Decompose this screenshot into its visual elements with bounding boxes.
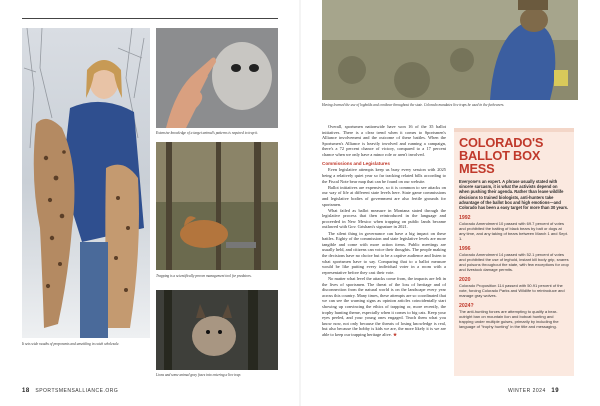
photo-trapper-in-field xyxy=(322,0,578,100)
sidebar-text: The anti-hunting forces are attempting to qualify a bear-outright ban on mountain lion and bobcat hunting and trapping under multiple guises, primarily by including the language of "trophy hunting" in the title and messaging. xyxy=(459,309,559,330)
page-number-right: 19 xyxy=(551,388,560,394)
sidebar-year: 1996 xyxy=(459,246,471,253)
sidebar-year: 2020 xyxy=(459,277,471,284)
caption-lynx: Lions and some animal gray foxes into entering a live trap. xyxy=(156,373,242,377)
caption-hand: Extensive knowledge of a target animal's patterns is required to trap it. xyxy=(156,131,259,135)
article-subheading: Commissions and Legislatures xyxy=(322,160,390,166)
sidebar-year: 2024? xyxy=(459,303,474,310)
footer-left xyxy=(22,388,118,394)
article-paragraph xyxy=(322,276,446,338)
sidebar-ballot-box xyxy=(454,128,574,376)
photo-lynx xyxy=(156,290,278,370)
sidebar-title: COLORADO'S BALLOT BOX MESS xyxy=(459,135,544,176)
sidebar-text: Colorado Amendment 10 passed with 69.7 percent of votes and prohibited the baiting of black bears by bait or dogs at any time, and any taking of bears between March 1 and Sept. 1. xyxy=(459,221,568,242)
article-paragraph: Ballot initiatives are expensive, so it is common to see attacks on our way of life at different state levels here. State game commissions and legislative bodies of government are also fertile grounds for sportsmen. xyxy=(322,184,446,207)
article-paragraph: What failed as ballot measure in Montana stated through the legislative process that then reintroduced in the language and proceeded in New Mexico when trapping on public lands became outlawed with Gov. Grisham's signature in 2021. xyxy=(322,207,446,230)
sidebar-intro: Everyone's an expert. A phrase usually stated with sincere sarcasm, it is what the activists depend on when pushing their agenda. Rather than leave wildlife decisions to trained biologists, anti-hunters take advantage of the ballot box and high emotions—and Colorado has been a easy target for more than 30 years. xyxy=(459,179,569,211)
site-url: SPORTSMENSALLIANCE.ORG xyxy=(35,388,119,394)
photo-fox-in-trap xyxy=(156,142,278,270)
top-rule xyxy=(22,18,278,19)
photo-hunter-with-bobcat xyxy=(22,28,150,338)
sidebar-text: Colorado Amendment 14 passed with 52.1 percent of votes and prohibited the use of leghold, instant kill body grip, snares and poisons throughout the state, with few exceptions for crop and livestock damage permits. xyxy=(459,252,569,273)
article-body xyxy=(322,124,446,386)
sidebar-text: Colorado Proposition 114 passed with 50.91 percent of the vote, forcing Colorado Parks and Wildlife to reintroduce and manage gray wolves. xyxy=(459,283,565,299)
sidebar-entry xyxy=(459,303,569,329)
caption-trap: Trapping is a scientifically proven management tool for predators. xyxy=(156,274,252,278)
article-paragraph: Overall, sportsmen nationwide have won 16 of the 35 ballot initiatives. There is a clear trend when it comes to Sportsmen's Alliance involvement and the outcome of these battles. When the Sportsmen's Alliance is heavily involved and running a campaign, there's a 72 percent chance of victory, compared to a 17 percent chance when we only have a minor role or aren't involved. xyxy=(322,124,446,157)
caption-hunter: It sets wide swaths of proponents and unsettling in catch wholesale. xyxy=(22,342,120,346)
gutter xyxy=(299,0,301,406)
photo-hand-and-fox xyxy=(156,28,278,128)
article-paragraph: The silent thing in governance can have a big impact on these battles. Eighty of the commission and state legislative levels are more tangible and come with more action items. Public meetings are usually held, and citizens can voice their thoughts. The people making the decisions have no choice but to be a captive audience and listen to what sportsmen have to say. Comparing that to a ballot measure would be like putting every individual voter in a room with a representative before they cast their vote. xyxy=(322,230,446,275)
sidebar-entry xyxy=(459,246,569,272)
issue-label: WINTER 2024 xyxy=(508,388,546,394)
sidebar-year: 1992 xyxy=(459,215,471,222)
article-paragraph-text: No matter what level the attacks come from, the impacts are felt in the lives of sportsmen. The threat of the loss of heritage and of disconnection from the natural world is on the landscape every year across this country. Many times, these attempts are so coordinated that we can see the warning signs as opinion articles coincidentally start showing up convincing the ethics of trapping or, more recently, the trophy hunting theme, especially when it comes to big cats. Keep your eyes peeled, and your young ones engaged. Teach them what you know now, not only because the threats of losing knowledge is real, but also because the hobby is kids we are, the more likely it is we are able to keep our trapping heritage alive. xyxy=(322,276,446,337)
page-number-left: 18 xyxy=(22,388,30,394)
end-mark-icon: ★ xyxy=(392,331,397,337)
footer-right xyxy=(508,388,559,394)
caption-top-right: Having learned the use of logholds and conibear throughout the state. Colorado mandates live traps be used in the furbearers. xyxy=(322,103,505,107)
sidebar-entry xyxy=(459,277,569,298)
sidebar-entry xyxy=(459,215,569,241)
article-paragraph: Even legislative attempts keep us busy every session with 2025 being a relatively quiet year so far tracking related bills according to the Fiscal Note bear map that can be found on our website. xyxy=(322,167,446,184)
